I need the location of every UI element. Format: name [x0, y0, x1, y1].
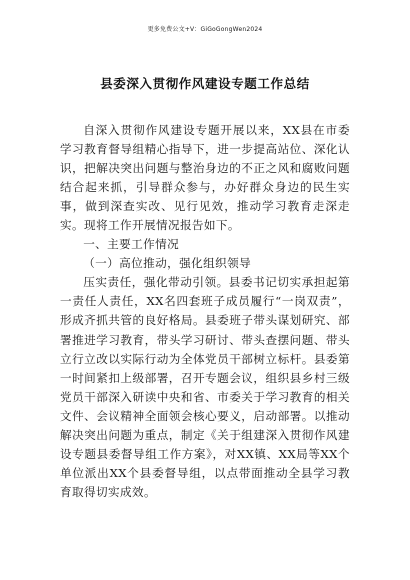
subsection-paragraph-leadership: 压实责任，强化带动引领。县委书记切实承担起第一责任人责任，XX名四套班子成员履行“一岗双责”，形成齐抓共管的良好格局。县委班子带头谋划研究、部署推进学习教育，带头学习研讨、带头查摆问题、带头立行立改以实际行动为全体党员干部树立标杆。县委第一时间紧扣上级部署，召开专题会议，组织县乡村三级党员干部深入研读中央和省、市委关于学习教育的相关文件、会议精神全面领会核心要义，启动部署。以推动解决突出问题为重点，制定《关于组建深入贯彻作风建设专题县委督导组工作方案》，对XX镇、XX局等XX个单位派出XX个县委督导组，以点带面推动全县学习教育取得切实成效。: [60, 275, 350, 499]
subsection-heading-leadership: （一）高位推动，强化组织领导: [83, 256, 252, 271]
header-note: 更多免费公文+V：GiGoGongWen2024: [147, 26, 263, 33]
document-body: [60, 121, 350, 502]
document-title: 县委深入贯彻作风建设专题工作总结: [100, 76, 310, 91]
section-heading-main-work: 一、主要工作情况: [83, 237, 180, 252]
intro-paragraph: 自深入贯彻作风建设专题开展以来，XX县在市委学习教育督导组精心指导下，进一步提高站位、深化认识，把解决突出问题与整治身边的不正之风和腐败问题结合起来抓，引导群众参与，办好群众身边的民生实事，做到深查实改、见行见效，推动学习教育走深走实。现将工作开展情况报告如下。: [60, 123, 350, 233]
